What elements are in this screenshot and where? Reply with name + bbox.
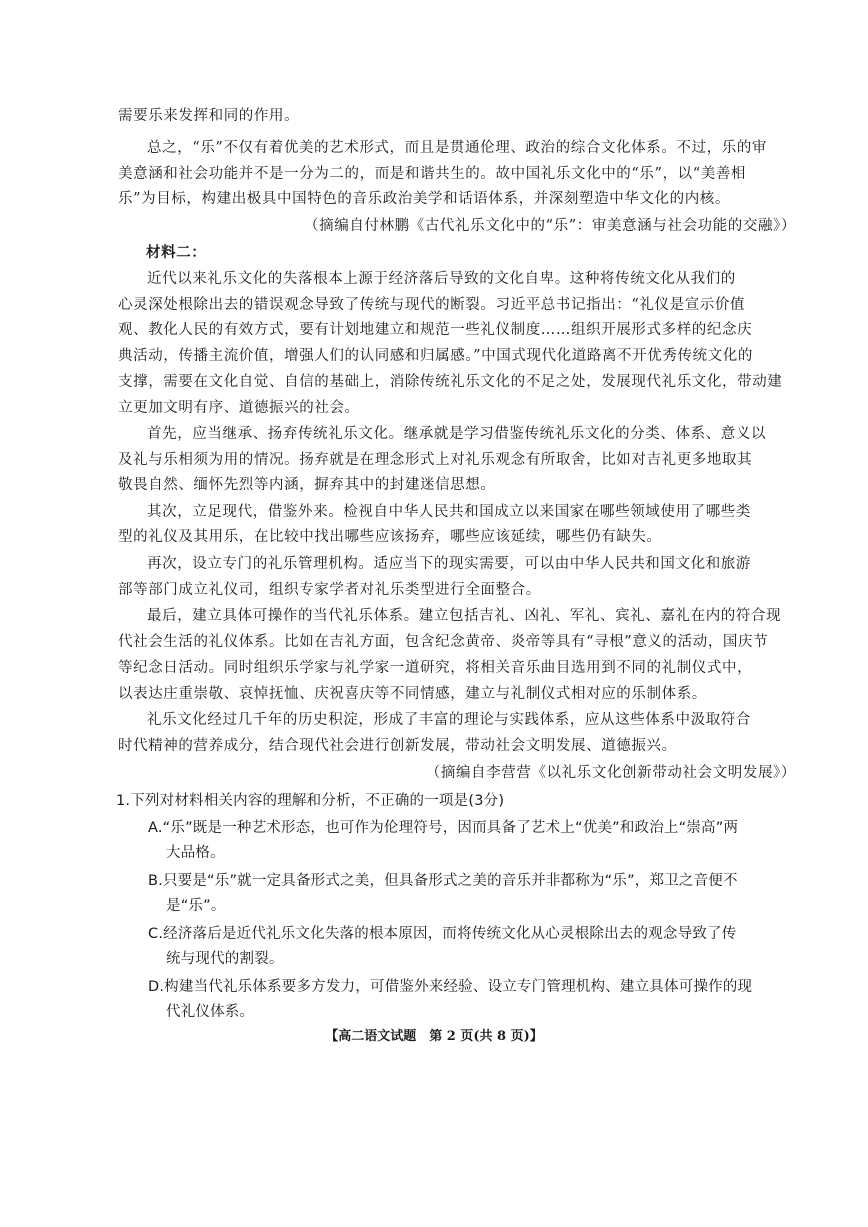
option-c-line-1: C.经济落后是近代礼乐文化失落的根本原因，而将传统文化从心灵根除出去的观念导致了传 (148, 926, 737, 942)
summary-line-1: 总之，“乐”不仅有着优美的艺术形式，而且是贯通伦理、政治的综合文化体系。不过，乐的审 (147, 140, 768, 156)
m2-p6-line-2: 时代精神的营养成分，结合现代社会进行创新发展，带动社会文明发展、道德振兴。 (118, 738, 677, 754)
m2-p5-line-4: 以表达庄重崇敬、哀悼抚恤、庆祝喜庆等不同情感，建立与礼制仪式相对应的乐制体系。 (118, 686, 707, 702)
m2-p1-line-6: 立更加文明有序、道德振兴的社会。 (118, 400, 360, 416)
question-1-stem: 1.下列对材料相关内容的理解和分析，不正确的一项是(3分) (116, 793, 505, 809)
page-footer: 【高二语文试题 第 2 页(共 8 页)】 (325, 1029, 543, 1044)
m2-p1-line-2: 心灵深处根除出去的错误观念导致了传统与现代的断裂。习近平总书记指出：“礼仪是宣示价值 (118, 297, 746, 313)
m2-p2-line-2: 及礼与乐相须为用的情况。扬弃就是在理念形式上对礼乐观念有所取舍，比如对吉礼更多地取其 (118, 452, 753, 468)
material-2-heading: 材料二： (146, 244, 207, 261)
m2-p6-line-1: 礼乐文化经过几千年的历史积淀，形成了丰富的理论与实践体系，应从这些体系中汲取符合 (147, 712, 751, 728)
m2-p1-line-3: 观、教化人民的有效方式，要有计划地建立和规范一些礼仪制度……组织开展形式多样的纪念庆 (118, 322, 753, 338)
m2-p2-line-1: 首先，应当继承、扬弃传统礼乐文化。继承就是学习借鉴传统礼乐文化的分类、体系、意义以 (147, 426, 767, 442)
m2-p1-line-4: 典活动，传播主流价值，增强人们的认同感和归属感。”中国式现代化道路离不开优秀传统文化的 (118, 348, 753, 364)
m2-p5-line-2: 代社会生活的礼仪体系。比如在吉礼方面，包含纪念黄帝、炎帝等具有“寻根”意义的活动，国庆节 (118, 634, 769, 650)
paragraph-end-line: 需要乐来发挥和同的作用。 (118, 108, 300, 124)
m2-p5-line-1: 最后，建立具体可操作的当代礼乐体系。建立包括吉礼、凶礼、军礼、宾礼、嘉礼在内的符合现 (147, 608, 782, 624)
summary-line-2: 美意涵和社会功能并不是一分为二的，而是和谐共生的。故中国礼乐文化中的“乐”，以“美善相 (118, 166, 747, 182)
m2-p2-line-3: 敬畏自然、缅怀先烈等内涵，摒弃其中的封建迷信思想。 (118, 477, 496, 493)
option-a-line-2: 大品格。 (166, 845, 225, 861)
option-d-line-2: 代礼仪体系。 (166, 1004, 255, 1020)
m2-p3-line-1: 其次，立足现代，借鉴外来。检视自中华人民共和国成立以来国家在哪些领域使用了哪些类 (147, 504, 751, 520)
source-citation-2: （摘编自李营营《以礼乐文化创新带动社会文明发展》） (425, 765, 796, 781)
m2-p5-line-3: 等纪念日活动。同时组织乐学家与礼学家一道研究，将相关音乐曲目选用到不同的礼制仪式中， (118, 660, 753, 676)
m2-p3-line-2: 型的礼仪及其用乐，在比较中找出哪些应该扬弃，哪些应该延续，哪些仍有缺失。 (118, 529, 662, 545)
m2-p4-line-1: 再次，设立专门的礼乐管理机构。适应当下的现实需要，可以由中华人民共和国文化和旅游 (147, 556, 751, 572)
option-a-line-1: A.“乐”既是一种艺术形态，也可作为伦理符号，因而具备了艺术上“优美”和政治上“崇高”两 (148, 820, 739, 836)
m2-p4-line-2: 部等部门成立礼仪司，组织专家学者对礼乐类型进行全面整合。 (118, 582, 541, 598)
m2-p1-line-5: 支撑，需要在文化自觉、自信的基础上，消除传统礼乐文化的不足之处，发展现代礼乐文化，带动建 (118, 374, 783, 390)
summary-line-3: 乐”为目标，构建出极具中国特色的音乐政治美学和话语体系，并深刻塑造中华文化的内核。 (118, 191, 731, 207)
option-d-line-1: D.构建当代礼乐体系要多方发力，可借鉴外来经验、设立专门管理机构、建立具体可操作的现 (148, 979, 753, 995)
option-b-line-2: 是“乐”。 (166, 898, 226, 914)
option-c-line-2: 统与现代的割裂。 (166, 951, 284, 967)
option-b-line-1: B.只要是“乐”就一定具备形式之美，但具备形式之美的音乐并非都称为“乐”，郑卫之音便不 (148, 873, 738, 889)
m2-p1-line-1: 近代以来礼乐文化的失落根本上源于经济落后导致的文化自卑。这种将传统文化从我们的 (147, 271, 736, 287)
source-citation-1: （摘编自付林鹏《古代礼乐文化中的“乐”：审美意涵与社会功能的交融》） (304, 218, 796, 234)
